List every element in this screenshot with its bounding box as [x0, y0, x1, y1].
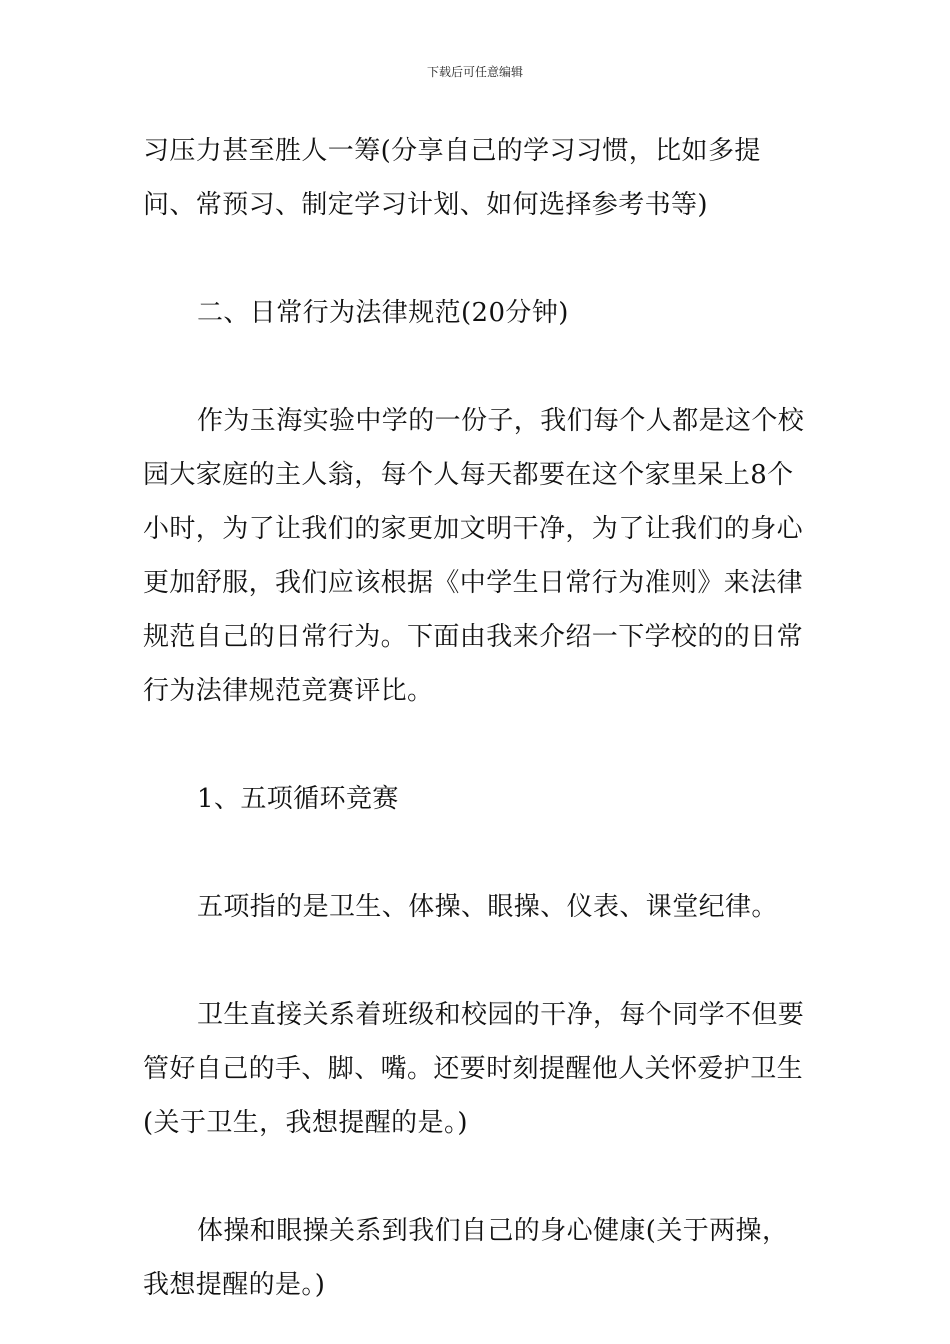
paragraph-exercise: 体操和眼操关系到我们自己的身心健康(关于两操，我想提醒的是。) — [143, 1216, 789, 1300]
paragraph-five-items: 五项指的是卫生、体操、眼操、仪表、课堂纪律。 — [197, 892, 778, 922]
paragraph-intro: 作为玉海实验中学的一份子，我们每个人都是这个校园大家庭的主人翁，每个人每天都要在这个家里呆上8个小时，为了让我们的家更加文明干净，为了让我们的身心更加舒服，我们应该根据《中学生日常行为准则》来法律规范自己的日常行为。下面由我来介绍一下学校的的日常行为法律规范竞赛评比。 — [143, 406, 805, 706]
paragraph-hygiene: 卫生直接关系着班级和校园的干净，每个同学不但要管好自己的手、脚、嘴。还要时刻提醒他人关怀爱护卫生(关于卫生，我想提醒的是。) — [143, 1000, 805, 1138]
document-body — [143, 124, 809, 1312]
page-header: 下载后可任意编辑 — [426, 65, 523, 79]
subsection-heading: 1、五项循环竞赛 — [197, 784, 399, 814]
paragraph-continuation: 习压力甚至胜人一筹(分享自己的学习习惯，比如多提问、常预习、制定学习计划、如何选择参考书等) — [143, 136, 761, 220]
section-heading: 二、日常行为法律规范(20分钟) — [197, 298, 569, 328]
